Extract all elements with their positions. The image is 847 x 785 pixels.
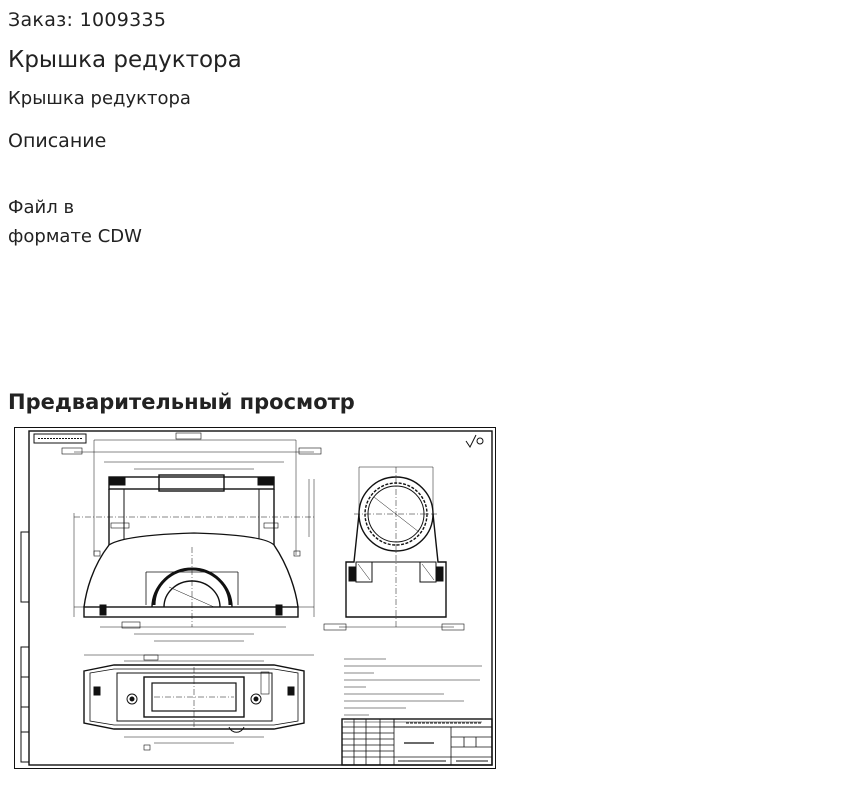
drawing-preview-image[interactable] (14, 427, 496, 769)
margin-stamp (21, 532, 29, 602)
order-number: Заказ: 1009335 (8, 9, 167, 31)
product-subtitle: Крышка редуктора (8, 88, 191, 109)
front-view (62, 433, 321, 641)
roughness-mark (466, 435, 476, 447)
title-block (342, 719, 492, 765)
margin-stamp (21, 647, 29, 762)
file-format-line-1: Файл в (8, 197, 75, 218)
technical-drawing (14, 427, 496, 769)
file-format-text (8, 193, 178, 251)
plan-view (84, 655, 314, 750)
technical-notes (344, 659, 482, 722)
preview-heading: Предварительный просмотр (8, 390, 355, 414)
page-title: Крышка редуктора (8, 47, 242, 73)
description-heading: Описание (8, 130, 107, 152)
side-view (324, 467, 464, 630)
file-format-line-2: формате CDW (8, 226, 142, 247)
